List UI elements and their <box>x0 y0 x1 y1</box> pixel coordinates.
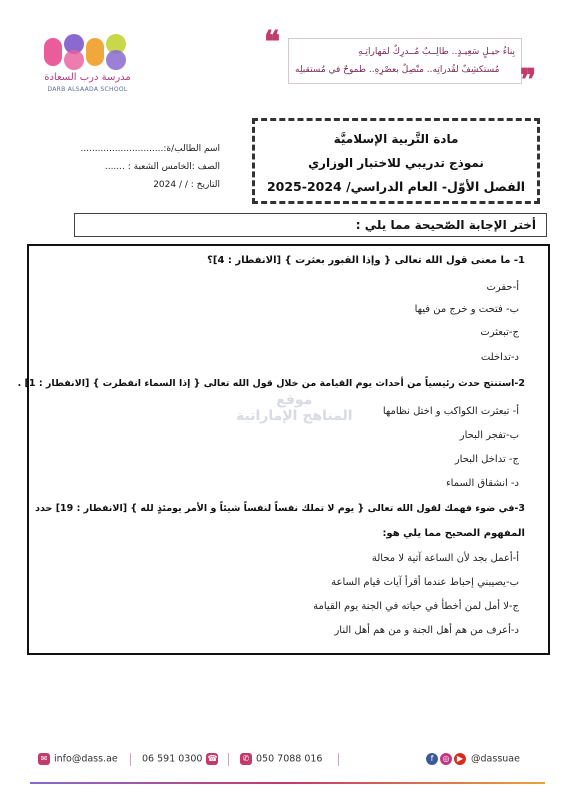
footer-divider <box>130 753 131 766</box>
logo-arabic-name: مدرسة درب السعادة <box>44 72 131 83</box>
question-1-option-b: ب- فتحت و خرج من فيها <box>414 304 519 315</box>
facebook-icon: f <box>426 753 438 765</box>
question-2-option-a: أ- تبعثرت الكواكب و اختل نظامها <box>382 406 519 417</box>
footer-social[interactable] <box>426 753 520 765</box>
footer-social-handle: @dassuae <box>471 753 520 765</box>
quote-close-icon: ❞ <box>520 63 537 98</box>
watermark-line-1: موقع <box>276 392 313 408</box>
footer-divider <box>338 753 339 766</box>
question-1-option-d: د-تداخلت <box>480 352 519 363</box>
envelope-icon: ✉ <box>38 753 50 765</box>
footer-mobile[interactable] <box>240 753 322 765</box>
question-3-option-c: ج-لا أمل لمن أخطأ في حياته في الجنة يوم القيامة <box>313 601 519 612</box>
contact-footer <box>38 745 548 775</box>
question-3-option-b: ب-يصيبني إحباط عندما أقرأ آيات قيام الساعة <box>331 577 519 588</box>
footer-phone-text: 06 591 0300 <box>142 753 203 765</box>
logo-english-name: DARB ALSAADA SCHOOL <box>47 86 128 93</box>
question-2-option-d: د- انشقاق السماء <box>445 478 519 489</box>
term-year-title: الفصل الأوّل- العام الدراسي/ 2024-2025 <box>266 179 526 194</box>
footer-divider <box>228 753 229 766</box>
question-2-option-b: ب-تفجر البحار <box>459 430 519 441</box>
question-1-option-c: ج-تبعثرت <box>480 327 519 338</box>
school-logo <box>40 30 135 100</box>
school-slogan <box>288 38 522 84</box>
question-3: 3-في ضوء فهمك لقول الله تعالى { يوم لا تملك نفساً لنفساً شيئاً و الأمر يومئذٍ لله } [الانفطار : 19] حدد <box>35 503 525 514</box>
question-3-option-d: د-أعرف من هم أهل الجنة و من هم أهل النار <box>334 625 519 636</box>
watermark <box>236 392 353 424</box>
question-3-continued: المفهوم الصحيح مما يلي هو: <box>382 528 525 539</box>
footer-email-text: info@dass.ae <box>54 753 118 765</box>
phone-icon: ☎ <box>207 754 218 763</box>
question-2: 2-استنتج حدث رئيسياً من أحداث يوم القيامة من خلال قول الله تعالى { إذا السماء انفطرت } [الانفطار : 1] . <box>17 378 525 389</box>
footer-email[interactable] <box>38 753 118 765</box>
student-grade-field: الصف :الخامس الشعبة : ....... <box>104 162 220 172</box>
exam-title-box <box>252 118 540 204</box>
exam-date-field: التاريخ : / / 2024 <box>153 180 220 190</box>
footer-mobile-text: 050 7088 016 <box>256 753 323 765</box>
student-info <box>80 140 220 194</box>
instagram-icon: ◎ <box>440 753 452 765</box>
instruction-bar: أختر الإجابة الصّحيحة مما يلي : <box>74 213 547 237</box>
question-3-option-a: أ-أعمل بجد لأن الساعة آتية لا محالة <box>371 553 519 564</box>
footer-accent-rule <box>30 782 545 784</box>
exam-type-title: نموذج تدريبي للاختبار الوزاري <box>308 156 484 170</box>
student-name-field: اسم الطالب/ة:............................. <box>80 144 220 154</box>
slogan-line-1: بِناءُ جيـلٍ سَعِيـدٍ.. طالِــبٌ مُــدرِكٌ لمَهاراتِـهِ <box>358 47 515 57</box>
logo-mark-icon <box>44 34 128 70</box>
whatsapp-icon: ✆ <box>240 753 252 765</box>
footer-phone[interactable] <box>142 753 218 765</box>
watermark-line-2: المناهج الإماراتية <box>236 408 353 424</box>
slogan-line-2: مُستكشِفٌ لقُدراتِه.. متّصِلٌ بعصْرِهِ.. طموحٌ في مُستقبلِه <box>295 65 500 75</box>
question-2-option-c: ج- تداخل البحار <box>454 454 519 465</box>
subject-title: مادة التَّربية الإسلاميَّة <box>333 132 459 146</box>
youtube-icon: ▶ <box>454 753 466 765</box>
question-1-option-a: أ-حفرت <box>486 282 519 293</box>
quote-open-icon: ❝ <box>264 25 281 60</box>
question-1: 1- ما معنى قول الله تعالى { وإذا القبور بعثرت } [الانفطار : 4]؟ <box>207 255 525 266</box>
